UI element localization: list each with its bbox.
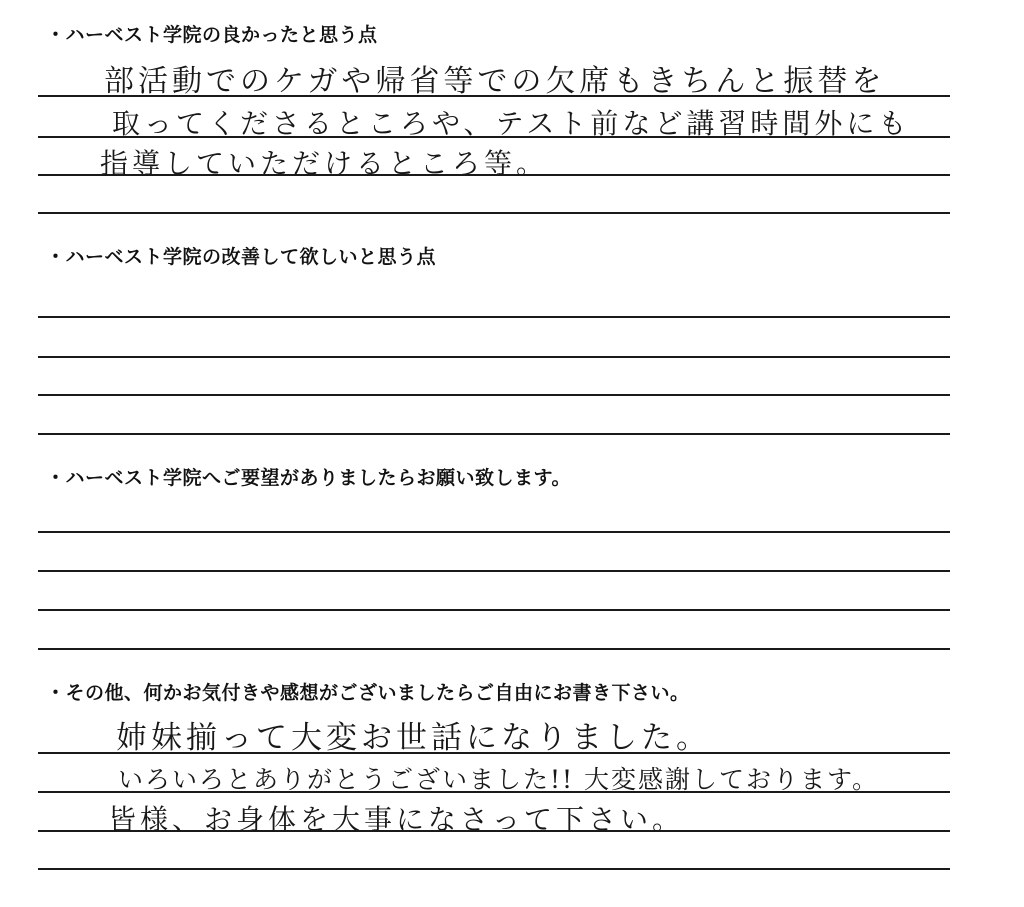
ruled-line	[38, 648, 950, 650]
ruled-line	[38, 433, 950, 435]
ruled-line	[38, 316, 950, 318]
handwritten-answer-line: 皆様、お身体を大事になさって下さい。	[108, 803, 685, 836]
handwritten-answer-line: 姉妹揃って大変お世話になりました。	[116, 720, 711, 756]
ruled-line	[38, 212, 950, 214]
ruled-line	[38, 531, 950, 533]
ruled-line	[38, 868, 950, 870]
ruled-line	[38, 609, 950, 611]
section-heading: ・ハーベスト学院の改善して欲しいと思う点	[46, 246, 437, 268]
section-heading: ・ハーベスト学院の良かったと思う点	[46, 24, 378, 46]
handwritten-answer-line: いろいろとありがとうございました!! 大変感謝しております。	[118, 765, 880, 794]
ruled-line	[38, 356, 950, 358]
handwritten-answer-line: 指導していただけるところ等。	[100, 147, 549, 180]
handwritten-answer-line: 取ってくださるところや、テスト前など講習時間外にも	[112, 107, 911, 140]
handwritten-answer-line: 部活動でのケガや帰省等での欠席もきちんと振替を	[104, 64, 886, 99]
ruled-line	[38, 394, 950, 396]
ruled-line	[38, 570, 950, 572]
section-heading: ・その他、何かお気付きや感想がございましたらご自由にお書き下さい。	[46, 682, 690, 704]
section-heading: ・ハーベスト学院へご要望がありましたらお願い致します。	[46, 467, 571, 489]
